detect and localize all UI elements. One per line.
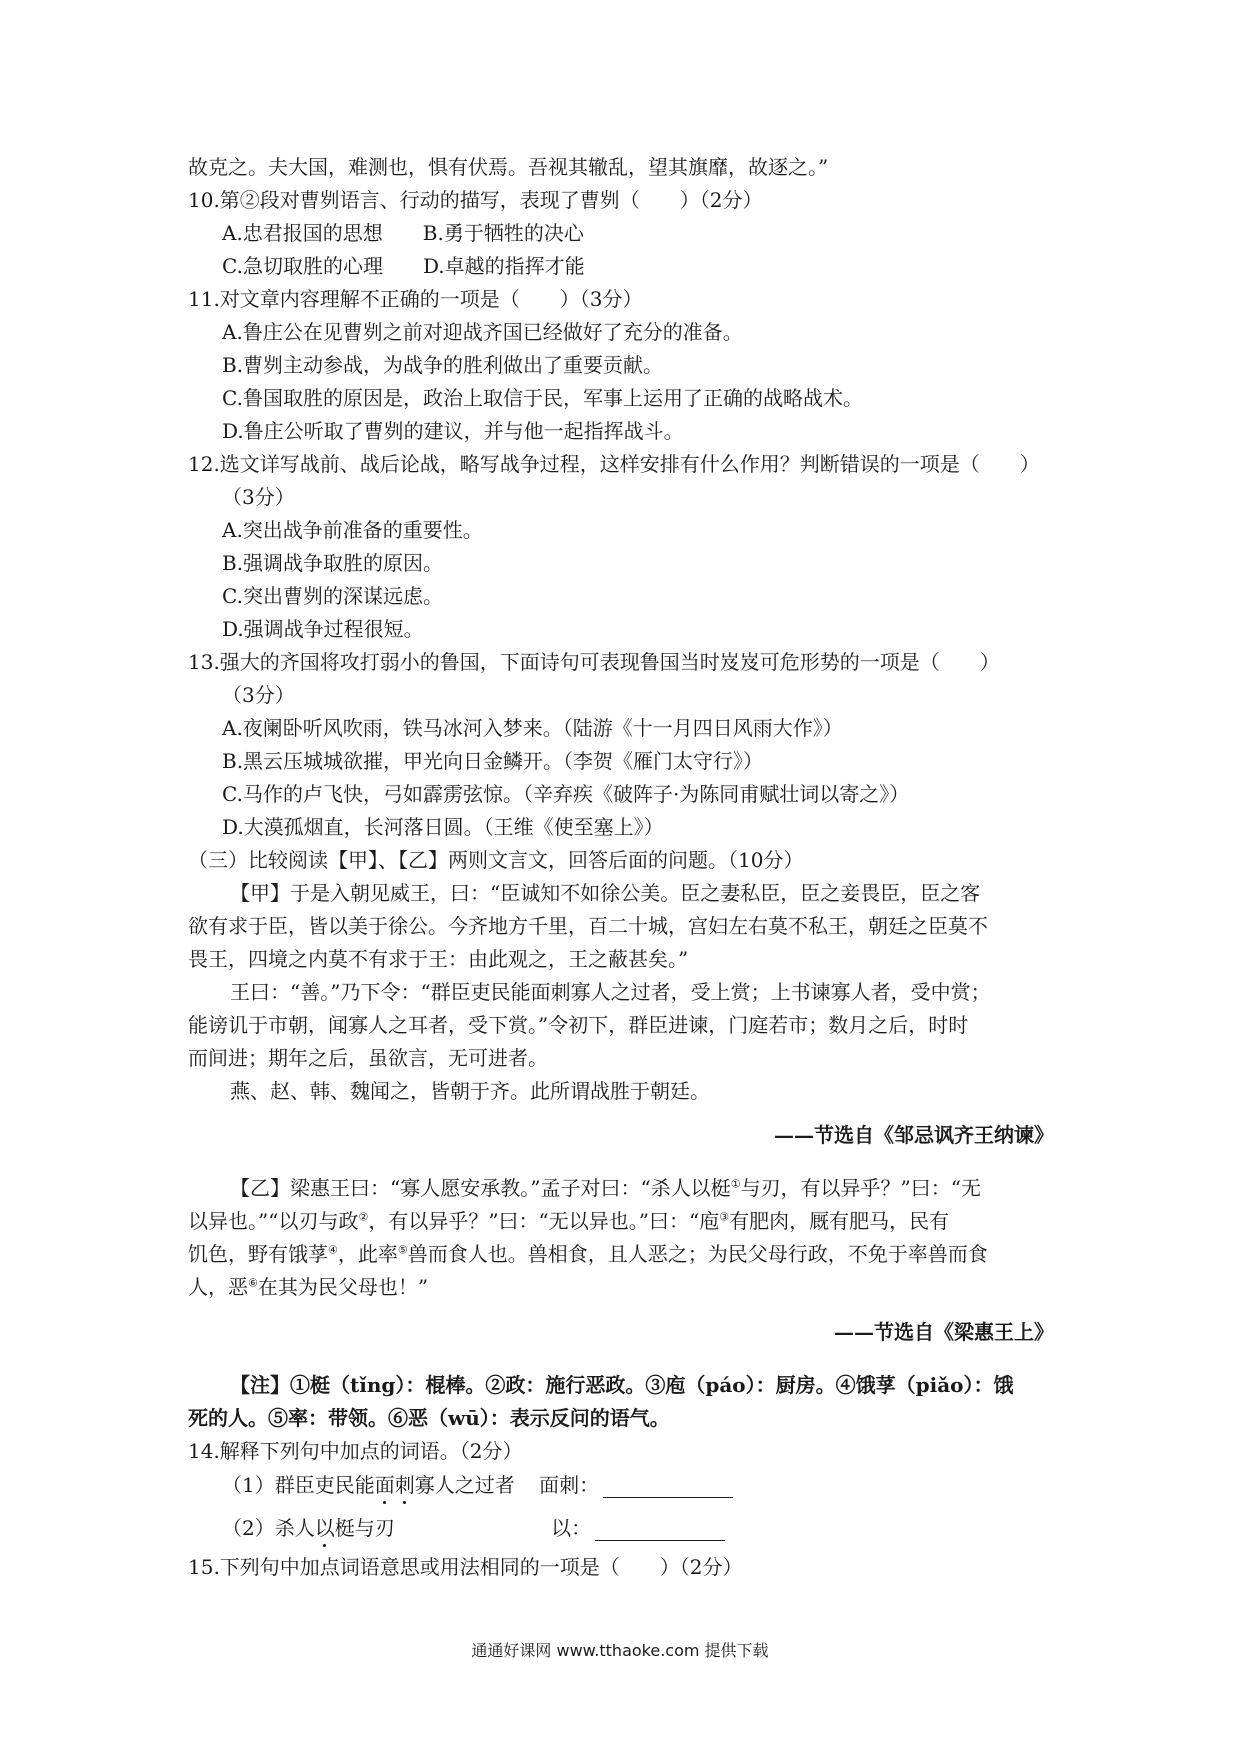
source-jia: ——节选自《邹忌讽齐王纳谏》 — [774, 1123, 1054, 1147]
question-10: 10.第②段对曹刿语言、行动的描写，表现了曹刿（ ）（2分） — [188, 188, 763, 212]
notes: 死的人。⑤率：带领。⑥恶（wū）：表示反问的语气。 — [188, 1406, 670, 1430]
option-line: C.急切取胜的心理 D.卓越的指挥才能 — [222, 254, 585, 278]
passage-yi: 以异也。”“以刃与政②，有以异乎？”曰：“无以异也。”曰：“庖③有肥肉，厩有肥马，民有 — [188, 1209, 950, 1233]
option-line: C.鲁国取胜的原因是，政治上取信于民，军事上运用了正确的战略战术。 — [222, 386, 863, 410]
question-14-item-1: （1）群臣吏民能面刺寡人之过者 面刺： — [222, 1472, 733, 1498]
option-line: A.夜阑卧听风吹雨，铁马冰河入梦来。（陆游《十一月四日风雨大作》） — [222, 716, 843, 740]
score-line: （3分） — [222, 683, 295, 707]
question-11: 11.对文章内容理解不正确的一项是（ ）（3分） — [188, 287, 643, 311]
option-line: A.鲁庄公在见曹刿之前对迎战齐国已经做好了充分的准备。 — [222, 320, 743, 344]
passage-jia: 畏王，四境之内莫不有求于王：由此观之，王之蔽甚矣。” — [188, 947, 689, 971]
footnote-mark: ③ — [719, 1210, 730, 1224]
question-13: 13.强大的齐国将攻打弱小的鲁国，下面诗句可表现鲁国当时岌岌可危形势的一项是（ ） — [188, 650, 1000, 674]
question-12: 12.选文详写战前、战后论战，略写战争过程，这样安排有什么作用？判断错误的一项是（ ） — [188, 452, 1040, 476]
score-line: （3分） — [222, 485, 295, 509]
passage-yi: 人，恶⑥在其为民父母也！” — [188, 1275, 429, 1299]
option-line: B.黑云压城城欲摧，甲光向日金鳞开。（李贺《雁门太守行》） — [222, 749, 764, 773]
source-yi: ——节选自《梁惠王上》 — [834, 1320, 1054, 1344]
footnote-mark: ⑥ — [248, 1276, 258, 1290]
option-line: C.突出曹刿的深谋远虑。 — [222, 584, 443, 608]
answer-blank[interactable] — [595, 1522, 725, 1541]
footnote-mark: ⑤ — [397, 1243, 408, 1257]
option-line: A.突出战争前准备的重要性。 — [222, 518, 483, 542]
option-line: B.曹刿主动参战，为战争的胜利做出了重要贡献。 — [222, 353, 664, 377]
footnote-mark: ① — [730, 1177, 741, 1191]
notes: 【注】①梃（tǐng）：棍棒。②政：施行恶政。③庖（páo）：厨房。④饿莩（piǎo）：饿 — [230, 1373, 1014, 1397]
section-3-heading: （三）比较阅读【甲】、【乙】两则文言文，回答后面的问题。（10分） — [188, 848, 804, 872]
question-14-item-2: （2）杀人以梃与刃 以： — [222, 1515, 725, 1541]
passage-yi: 饥色，野有饿莩④，此率⑤兽而食人也。兽相食，且人恶之；为民父母行政，不免于率兽而食 — [188, 1242, 988, 1266]
passage-jia: 燕、赵、韩、魏闻之，皆朝于齐。此所谓战胜于朝廷。 — [230, 1079, 710, 1103]
option-line: D.强调战争过程很短。 — [222, 617, 424, 641]
passage-jia: 欲有求于臣，皆以美于徐公。今齐地方千里，百二十城，宫妇左右莫不私王，朝廷之臣莫不 — [188, 914, 988, 938]
question-14: 14.解释下列句中加点的词语。（2分） — [188, 1439, 523, 1463]
option-line: D.鲁庄公听取了曹刿的建议，并与他一起指挥战斗。 — [222, 419, 684, 443]
answer-blank[interactable] — [603, 1479, 733, 1498]
option-line: C.马作的卢飞快，弓如霹雳弦惊。（辛弃疾《破阵子·为陈同甫赋壮词以寄之》） — [222, 782, 910, 806]
passage-jia: 而间进；期年之后，虽欲言，无可进者。 — [188, 1046, 548, 1070]
passage-jia: 能谤讥于市朝，闻寡人之耳者，受下赏。”令初下，群臣进谏，门庭若市；数月之后，时时 — [188, 1013, 969, 1037]
option-line: B.强调战争取胜的原因。 — [222, 551, 444, 575]
option-line: A.忠君报国的思想 B.勇于牺牲的决心 — [222, 221, 584, 245]
footnote-mark: ② — [358, 1210, 369, 1224]
option-line: D.大漠孤烟直，长河落日圆。（王维《使至塞上》） — [222, 815, 664, 839]
text-line: 故克之。夫大国，难测也，惧有伏焉。吾视其辙乱，望其旗靡，故逐之。” — [188, 155, 829, 179]
page-footer: 通通好课网 www.tthaoke.com 提供下载 — [471, 1641, 769, 1660]
passage-yi: 【乙】梁惠王曰：“寡人愿安承教。”孟子对曰：“杀人以梃①与刃，有以异乎？”曰：“无 — [230, 1176, 982, 1200]
footnote-mark: ④ — [328, 1243, 338, 1257]
question-15: 15.下列句中加点词语意思或用法相同的一项是（ ）（2分） — [188, 1555, 743, 1579]
passage-jia: 王曰：“善。”乃下令：“群臣吏民能面刺寡人之过者，受上赏；上书谏寡人者，受中赏； — [230, 980, 991, 1004]
passage-jia: 【甲】于是入朝见威王，曰：“臣诚知不如徐公美。臣之妻私臣，臣之妾畏臣，臣之客 — [230, 881, 981, 905]
